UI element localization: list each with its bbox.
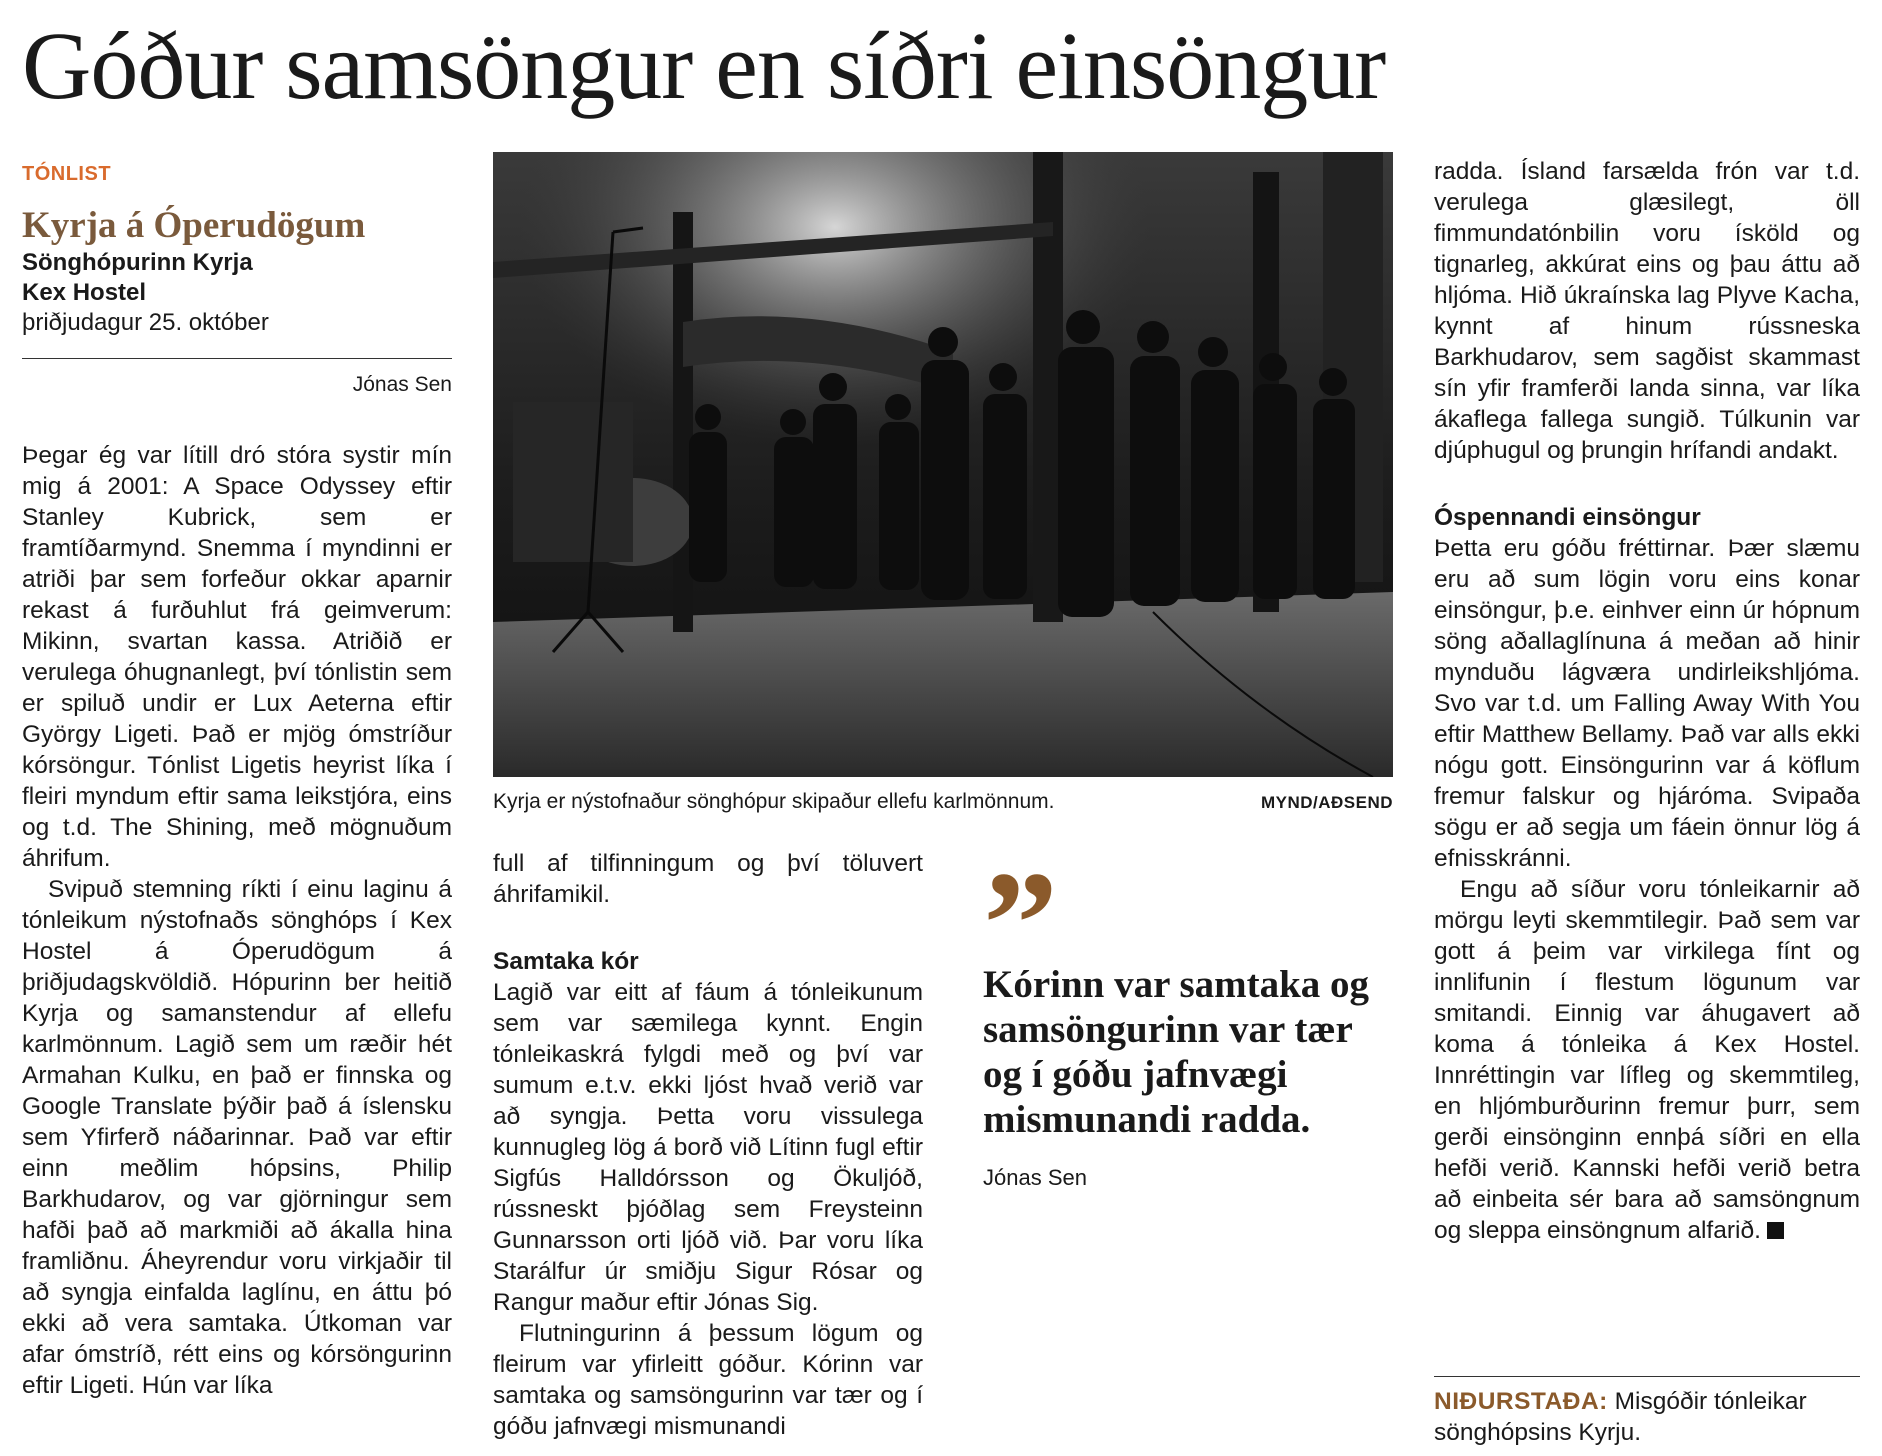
review-infobox [22, 160, 452, 399]
byline: Jónas Sen [352, 373, 452, 396]
performer: Sönghópurinn Kyrja [22, 249, 253, 276]
subhead-samtaka-kor: Samtaka kór [493, 948, 639, 975]
photo-caption-row [493, 788, 1393, 816]
concert-date: þriðjudagur 25. október [22, 309, 269, 336]
pull-quote-author: Jónas Sen [983, 1165, 1087, 1190]
pull-quote: Kórinn var samtaka og samsöngurinn var tær og í góðu jafnvægi mismunandi radda. [983, 963, 1370, 1141]
paragraph: full af tilfinningum og því töluvert áhrifamikil. [493, 850, 923, 908]
verdict [1434, 1386, 1860, 1448]
choir-photo [493, 152, 1393, 777]
paragraph-final [1434, 874, 1860, 1246]
paragraph: radda. Ísland farsælda frón var t.d. verulega glæsilegt, öll fimmundatónbilin voru ísköld og tignarleg, akkúrat eins og þau áttu að hljóma. Hið úkraínska lag Plyve Kacha, kynnt af hinum rússneska Barkhudarov, sem sagðist skammast sín yfir framferði landa sinna, var líka ákaflega fallega sungið. Túlkunin var djúphugul og þrungin hrífandi andakt. [1434, 158, 1860, 464]
verdict-text: Misgóðir tónleikar sönghópsins Kyrju. [1434, 1388, 1807, 1446]
article-column-1 [22, 440, 452, 1401]
section-label: TÓNLIST [22, 163, 112, 185]
verdict-label: NIÐURSTAÐA: [1434, 1388, 1608, 1415]
review-title: Kyrja á Óperudögum [22, 205, 366, 246]
quote-mark-icon: ” [983, 841, 1058, 1007]
verdict-divider [1434, 1376, 1860, 1377]
infobox-divider [22, 358, 452, 359]
paragraph: Þegar ég var lítill dró stóra systir mín mig á 2001: A Space Odyssey eftir Stanley Kubrick, sem er framtíðarmynd. Snemma í myndinni er atriði þar sem forfeður okkar aparnir rekast á furðuhlut frá geimverum: Mikinn, svartan kassa. Atriðið er verulega óhugnanlegt, því tónlistin sem er spiluð undir er Lux Aeterna eftir György Ligeti. Það er mjög ómstríður kórsöngur. Tónlist Ligetis heyrist líka í fleiri myndum eftir sama leikstjóra, eins og t.d. The Shining, með mögnuðum áhrifum. [22, 442, 452, 872]
paragraph: Þetta eru góðu fréttirnar. Þær slæmu eru að sum lögin voru eins konar einsöngur, þ.e. einhver einn úr hópnum söng aðallaglínuna á meðan að hinir mynduðu lágværa undirleikshljóma. Svo var t.d. um Falling Away With You eftir Matthew Bellamy. Það var alls ekki nógu gott. Einsöngurinn var á köflum fremur falskur og hjáróma. Svipaða sögu er að segja um fáein önnur lög á efnisskránni. [1434, 535, 1860, 872]
photo-credit: MYND/AÐSEND [1260, 793, 1393, 812]
paragraph: Svipuð stemning ríkti í einu laginu á tónleikum nýstofnaðs sönghóps í Kex Hostel á Óperudögum á þriðjudagskvöldið. Hópurinn ber heitið Kyrja og samanstendur af ellefu karlmönnum. Lagið sem um ræðir hét Armahan Kulku, en það er finnska og Google Translate þýðir það á íslensku sem Yfirferð náðarinnar. Það var eftir einn meðlim hópsins, Philip Barkhudarov, og var gjörningur sem hafði það að markmiði að ákalla hina framliðnu. Áheyrendur voru virkjaðir til að syngja einfalda laglínu, en áttu þó ekki að vera samtaka. Útkoman var afar ómstríð, rétt eins og kórsöngurinn eftir Ligeti. Hún var líka [22, 876, 452, 1399]
final-paragraph-text: Engu að síður voru tónleikarnir að mörgu leyti skemmtilegir. Það sem var gott á þeim var virkilega fínt og innlifunin í flestum lögunum var smitandi. Einnig var áhugavert að koma á tónleika á Kex Hostel. Innréttingin var lífleg og skemmtileg, en hljómburðurinn fremur þurr, sem gerði einsönginn ennþá síðri en ella hefði verið. Kannski hefði verið betra að einbeita sér bara að samsöngnum og sleppa einsöngnum alfarið. [1434, 876, 1860, 1244]
headline: Góður samsöngur en síðri einsöngur [22, 12, 1386, 119]
paragraph: Lagið var eitt af fáum á tónleikunum sem var sæmilega kynnt. Engin tónleikaskrá fylgdi með og því var sumum e.t.v. ekki ljóst hvað verið var að syngja. Þetta voru vissulega kunnugleg lög á borð við Lítinn fugl eftir Sigfús Halldórsson og Ökuljóð, rússneskt þjóðlag sem Freysteinn Gunnarsson orti ljóð við. Þar voru líka Starálfur úr smiðju Sigur Rósar og Rangur maður eftir Jónas Sig. [493, 979, 923, 1316]
venue: Kex Hostel [22, 279, 147, 306]
end-mark-icon [1767, 1222, 1784, 1239]
paragraph: Flutningurinn á þessum lögum og fleirum var yfirleitt góður. Kórinn var samtaka og samsöngurinn var tær og í góðu jafnvægi mismunandi [493, 1320, 923, 1440]
photo-caption: Kyrja er nýstofnaður sönghópur skipaður ellefu karlmönnum. [493, 790, 1055, 813]
article-column-4 [1434, 156, 1860, 1246]
article-column-2 [493, 848, 923, 1442]
subhead-ospennandi-einsongur: Óspennandi einsöngur [1434, 504, 1701, 531]
